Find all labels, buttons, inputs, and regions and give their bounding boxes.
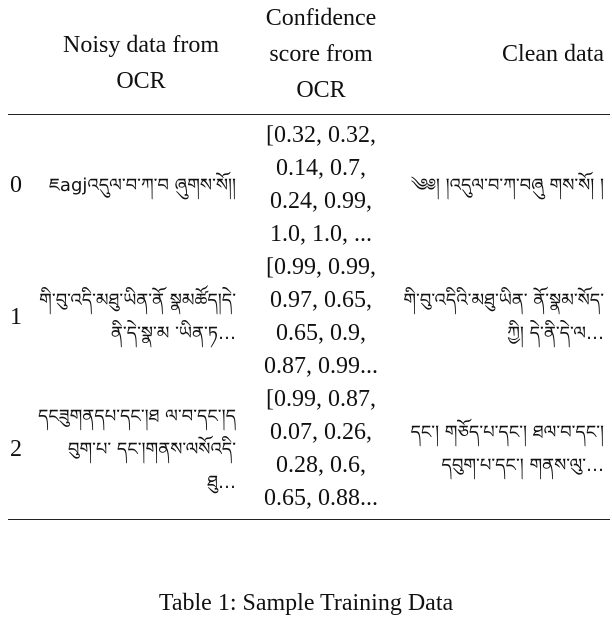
- table-row: [8, 251, 610, 383]
- confidence-line: 0.07, 0.26,: [270, 419, 372, 445]
- table-row: [8, 115, 610, 252]
- training-data-table-container: [8, 0, 610, 520]
- clean-text-cell: གི་བུ་འདིའི་མཐུ་ཡིན་ ནོ་སྣམ་སོད་ཀྱི། དེ་ནི་དེ་ལ…: [403, 290, 604, 344]
- noisy-text-cell: དངཟུགནདཔ་དང་།ཐ ལ་བ་དང་།དབུག་པ་ དང་།གནས་ལསོའདི་ ཐུ…: [38, 383, 244, 520]
- header-index: [8, 0, 38, 115]
- confidence-line: 0.97, 0.65,: [270, 287, 372, 313]
- table-caption: Table 1: Sample Training Data: [158, 590, 454, 616]
- header-noisy-data: Noisy data from OCR: [38, 0, 244, 115]
- confidence-line: [0.99, 0.99,: [266, 254, 376, 280]
- row-index: 0: [10, 171, 22, 198]
- confidence-line: 0.65, 0.88...: [264, 485, 378, 511]
- training-data-table: [8, 0, 610, 520]
- confidence-line: 0.28, 0.6,: [276, 452, 366, 478]
- confidence-line: 0.65, 0.9,: [276, 320, 366, 346]
- confidence-line: 0.87, 0.99...: [264, 353, 378, 379]
- noisy-text-cell: གི་བུ་འདི་མཐུ་ཡིན་ནོ སྣམཚོད།དེ་ནི་དེ་སྣ་མ ་ཡིན་ཏ…: [39, 290, 236, 344]
- header-confidence-score: Confidence score from OCR: [244, 0, 398, 115]
- clean-text-cell: ༄༅། །འདུལ་བ་ཀ་བཞུ གས་སོ། །: [410, 174, 604, 196]
- table-header-row: [8, 0, 610, 115]
- table-row: [8, 383, 610, 520]
- confidence-line: 0.24, 0.99,: [270, 188, 372, 214]
- confidence-line: 1.0, 1.0, ...: [270, 221, 372, 247]
- confidence-cell: [244, 251, 398, 383]
- noisy-text-cell: ཇagjའདུལ་བ་ཀ་བ ཞུགས་སོ།།: [48, 174, 236, 196]
- row-index: 1: [10, 303, 22, 330]
- clean-text-cell: དང་། གཅོད་པ་དང་། ཐལ་བ་དང་། དབུག་པ་དང་། གནས་ལུ་…: [398, 383, 610, 520]
- confidence-line: 0.14, 0.7,: [276, 155, 366, 181]
- row-index: 2: [8, 383, 38, 520]
- confidence-line: [0.99, 0.87,: [266, 386, 376, 412]
- header-clean-data: Clean data: [398, 0, 610, 115]
- confidence-cell: [244, 115, 398, 252]
- confidence-cell: [244, 383, 398, 520]
- confidence-line: [0.32, 0.32,: [266, 122, 376, 148]
